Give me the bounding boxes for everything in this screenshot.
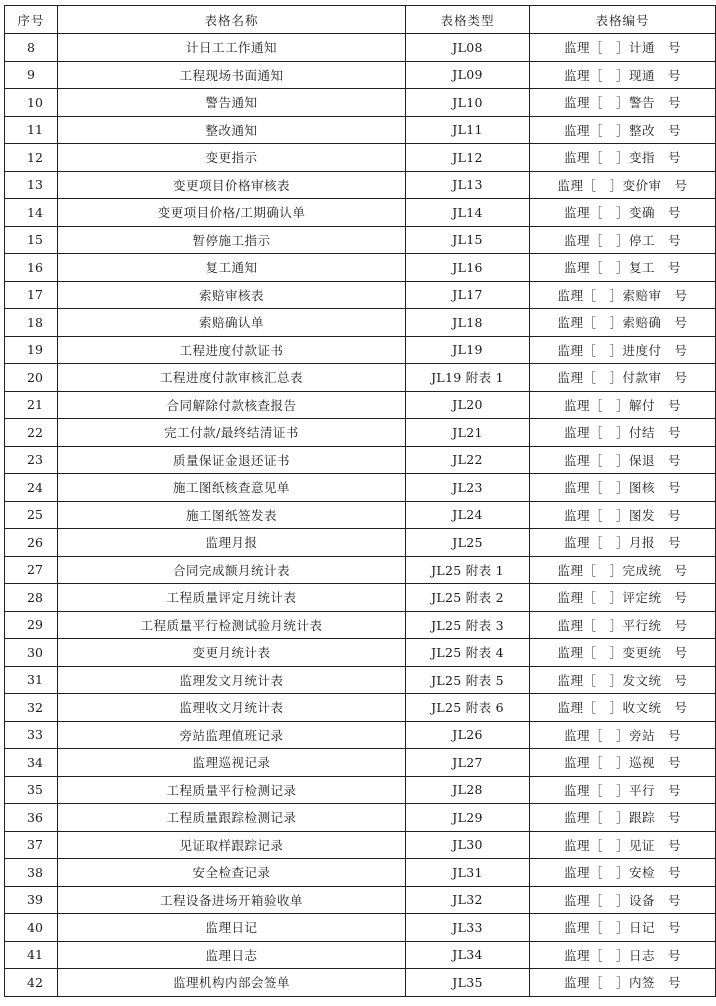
cell-form-type: JL10	[406, 89, 530, 117]
cell-form-name: 监理巡视记录	[58, 749, 406, 777]
cell-seq: 31	[5, 666, 58, 694]
cell-seq: 16	[5, 254, 58, 282]
cell-form-code: 监理［ ］发文统 号	[530, 666, 716, 694]
cell-seq: 18	[5, 309, 58, 337]
cell-form-name: 工程进度付款证书	[58, 336, 406, 364]
cell-form-name: 监理月报	[58, 529, 406, 557]
cell-form-code: 监理［ ］付结 号	[530, 419, 716, 447]
cell-form-code: 监理［ ］解付 号	[530, 391, 716, 419]
cell-form-code: 监理［ ］旁站 号	[530, 721, 716, 749]
table-row	[5, 254, 716, 282]
cell-form-name: 工程现场书面通知	[58, 61, 406, 89]
cell-form-type: JL24	[406, 501, 530, 529]
cell-form-type: JL21	[406, 419, 530, 447]
cell-form-name: 监理收文月统计表	[58, 694, 406, 722]
cell-form-code: 监理［ ］进度付 号	[530, 336, 716, 364]
table-row	[5, 89, 716, 117]
cell-form-type: JL25 附表 1	[406, 556, 530, 584]
cell-seq: 10	[5, 89, 58, 117]
cell-form-type: JL35	[406, 969, 530, 997]
cell-seq: 20	[5, 364, 58, 392]
cell-form-code: 监理［ ］收文统 号	[530, 694, 716, 722]
cell-form-name: 计日工工作通知	[58, 34, 406, 62]
cell-form-type: JL25 附表 6	[406, 694, 530, 722]
cell-form-code: 监理［ ］变指 号	[530, 144, 716, 172]
cell-form-name: 复工通知	[58, 254, 406, 282]
cell-seq: 28	[5, 584, 58, 612]
table-row	[5, 226, 716, 254]
table-row	[5, 171, 716, 199]
table-header	[5, 6, 716, 34]
cell-form-name: 质量保证金退还证书	[58, 446, 406, 474]
cell-form-type: JL33	[406, 914, 530, 942]
cell-form-code: 监理［ ］日记 号	[530, 914, 716, 942]
cell-seq: 35	[5, 776, 58, 804]
cell-form-code: 监理［ ］图发 号	[530, 501, 716, 529]
cell-form-code: 监理［ ］索赔确 号	[530, 309, 716, 337]
cell-form-type: JL25 附表 2	[406, 584, 530, 612]
cell-form-code: 监理［ ］变更统 号	[530, 639, 716, 667]
cell-form-code: 监理［ ］保退 号	[530, 446, 716, 474]
table-row	[5, 694, 716, 722]
cell-form-type: JL34	[406, 941, 530, 969]
cell-form-code: 监理［ ］停工 号	[530, 226, 716, 254]
table-row	[5, 474, 716, 502]
table-row	[5, 336, 716, 364]
cell-seq: 33	[5, 721, 58, 749]
cell-form-name: 合同完成额月统计表	[58, 556, 406, 584]
cell-form-name: 工程质量平行检测试验月统计表	[58, 611, 406, 639]
cell-form-code: 监理［ ］跟踪 号	[530, 804, 716, 832]
cell-form-code: 监理［ ］图核 号	[530, 474, 716, 502]
table-row	[5, 721, 716, 749]
cell-form-name: 合同解除付款核查报告	[58, 391, 406, 419]
cell-seq: 11	[5, 116, 58, 144]
cell-form-type: JL15	[406, 226, 530, 254]
cell-form-name: 警告通知	[58, 89, 406, 117]
cell-form-type: JL19 附表 1	[406, 364, 530, 392]
cell-seq: 37	[5, 831, 58, 859]
cell-seq: 21	[5, 391, 58, 419]
cell-seq: 8	[5, 34, 58, 62]
cell-form-code: 监理［ ］完成统 号	[530, 556, 716, 584]
cell-form-code: 监理［ ］平行统 号	[530, 611, 716, 639]
cell-form-name: 变更指示	[58, 144, 406, 172]
cell-form-name: 暂停施工指示	[58, 226, 406, 254]
table-row	[5, 941, 716, 969]
table-body	[5, 34, 716, 997]
cell-form-code: 监理［ ］平行 号	[530, 776, 716, 804]
cell-form-name: 工程质量平行检测记录	[58, 776, 406, 804]
cell-form-name: 施工图纸签发表	[58, 501, 406, 529]
form-list-table	[4, 5, 716, 997]
cell-seq: 23	[5, 446, 58, 474]
table-row	[5, 529, 716, 557]
cell-form-code: 监理［ ］巡视 号	[530, 749, 716, 777]
cell-seq: 32	[5, 694, 58, 722]
header-row	[5, 6, 716, 34]
cell-form-name: 变更项目价格审核表	[58, 171, 406, 199]
cell-form-type: JL14	[406, 199, 530, 227]
cell-seq: 9	[5, 61, 58, 89]
cell-form-name: 监理发文月统计表	[58, 666, 406, 694]
cell-form-code: 监理［ ］复工 号	[530, 254, 716, 282]
cell-form-name: 索赔审核表	[58, 281, 406, 309]
cell-seq: 41	[5, 941, 58, 969]
cell-form-type: JL11	[406, 116, 530, 144]
cell-form-name: 安全检查记录	[58, 859, 406, 887]
cell-form-name: 工程质量评定月统计表	[58, 584, 406, 612]
cell-form-type: JL28	[406, 776, 530, 804]
table-row	[5, 776, 716, 804]
table-row	[5, 639, 716, 667]
table-row	[5, 804, 716, 832]
cell-form-type: JL25	[406, 529, 530, 557]
table-row	[5, 886, 716, 914]
cell-seq: 30	[5, 639, 58, 667]
table-row	[5, 391, 716, 419]
header-name: 表格名称	[58, 6, 406, 34]
cell-form-type: JL08	[406, 34, 530, 62]
table-row	[5, 281, 716, 309]
cell-form-code: 监理［ ］见证 号	[530, 831, 716, 859]
table-row	[5, 199, 716, 227]
cell-form-code: 监理［ ］内签 号	[530, 969, 716, 997]
cell-form-code: 监理［ ］索赔审 号	[530, 281, 716, 309]
header-seq: 序号	[5, 6, 58, 34]
table-row	[5, 584, 716, 612]
cell-form-type: JL18	[406, 309, 530, 337]
cell-form-type: JL27	[406, 749, 530, 777]
cell-form-type: JL23	[406, 474, 530, 502]
cell-form-code: 监理［ ］变价审 号	[530, 171, 716, 199]
cell-seq: 14	[5, 199, 58, 227]
cell-seq: 27	[5, 556, 58, 584]
table-row	[5, 914, 716, 942]
cell-form-code: 监理［ ］月报 号	[530, 529, 716, 557]
cell-form-name: 工程进度付款审核汇总表	[58, 364, 406, 392]
cell-form-code: 监理［ ］设备 号	[530, 886, 716, 914]
cell-form-name: 变更月统计表	[58, 639, 406, 667]
cell-seq: 15	[5, 226, 58, 254]
table-row	[5, 364, 716, 392]
cell-form-name: 见证取样跟踪记录	[58, 831, 406, 859]
cell-form-name: 变更项目价格/工期确认单	[58, 199, 406, 227]
cell-form-code: 监理［ ］警告 号	[530, 89, 716, 117]
cell-form-type: JL25 附表 4	[406, 639, 530, 667]
cell-form-name: 监理日记	[58, 914, 406, 942]
table-row	[5, 556, 716, 584]
cell-form-type: JL12	[406, 144, 530, 172]
cell-form-code: 监理［ ］评定统 号	[530, 584, 716, 612]
cell-form-type: JL17	[406, 281, 530, 309]
cell-form-type: JL22	[406, 446, 530, 474]
table-row	[5, 501, 716, 529]
table-row	[5, 666, 716, 694]
table-row	[5, 116, 716, 144]
cell-seq: 22	[5, 419, 58, 447]
table-row	[5, 446, 716, 474]
cell-seq: 36	[5, 804, 58, 832]
cell-form-code: 监理［ ］现通 号	[530, 61, 716, 89]
cell-seq: 29	[5, 611, 58, 639]
cell-form-name: 监理日志	[58, 941, 406, 969]
cell-form-type: JL25 附表 5	[406, 666, 530, 694]
cell-form-code: 监理［ ］变确 号	[530, 199, 716, 227]
cell-seq: 17	[5, 281, 58, 309]
cell-form-type: JL19	[406, 336, 530, 364]
cell-form-name: 施工图纸核查意见单	[58, 474, 406, 502]
cell-seq: 12	[5, 144, 58, 172]
cell-form-code: 监理［ ］付款审 号	[530, 364, 716, 392]
header-type: 表格类型	[406, 6, 530, 34]
table-row	[5, 34, 716, 62]
cell-form-code: 监理［ ］计通 号	[530, 34, 716, 62]
header-code: 表格编号	[530, 6, 716, 34]
cell-seq: 26	[5, 529, 58, 557]
cell-seq: 25	[5, 501, 58, 529]
table-row	[5, 749, 716, 777]
table-row	[5, 144, 716, 172]
cell-form-type: JL09	[406, 61, 530, 89]
cell-seq: 39	[5, 886, 58, 914]
cell-form-type: JL13	[406, 171, 530, 199]
table-row	[5, 859, 716, 887]
cell-seq: 24	[5, 474, 58, 502]
table-row	[5, 419, 716, 447]
cell-form-type: JL26	[406, 721, 530, 749]
table-row	[5, 611, 716, 639]
cell-seq: 13	[5, 171, 58, 199]
cell-form-code: 监理［ ］日志 号	[530, 941, 716, 969]
cell-seq: 40	[5, 914, 58, 942]
table-row	[5, 61, 716, 89]
cell-form-code: 监理［ ］整改 号	[530, 116, 716, 144]
cell-form-type: JL16	[406, 254, 530, 282]
cell-form-name: 旁站监理值班记录	[58, 721, 406, 749]
cell-seq: 38	[5, 859, 58, 887]
cell-seq: 42	[5, 969, 58, 997]
cell-form-type: JL29	[406, 804, 530, 832]
table-row	[5, 309, 716, 337]
cell-form-type: JL32	[406, 886, 530, 914]
table-row	[5, 969, 716, 997]
cell-form-name: 索赔确认单	[58, 309, 406, 337]
cell-form-type: JL31	[406, 859, 530, 887]
cell-form-type: JL30	[406, 831, 530, 859]
table-row	[5, 831, 716, 859]
cell-form-name: 工程设备进场开箱验收单	[58, 886, 406, 914]
cell-form-type: JL20	[406, 391, 530, 419]
cell-form-code: 监理［ ］安检 号	[530, 859, 716, 887]
cell-form-name: 完工付款/最终结清证书	[58, 419, 406, 447]
cell-seq: 19	[5, 336, 58, 364]
cell-form-type: JL25 附表 3	[406, 611, 530, 639]
cell-form-name: 监理机构内部会签单	[58, 969, 406, 997]
cell-seq: 34	[5, 749, 58, 777]
cell-form-name: 工程质量跟踪检测记录	[58, 804, 406, 832]
cell-form-name: 整改通知	[58, 116, 406, 144]
